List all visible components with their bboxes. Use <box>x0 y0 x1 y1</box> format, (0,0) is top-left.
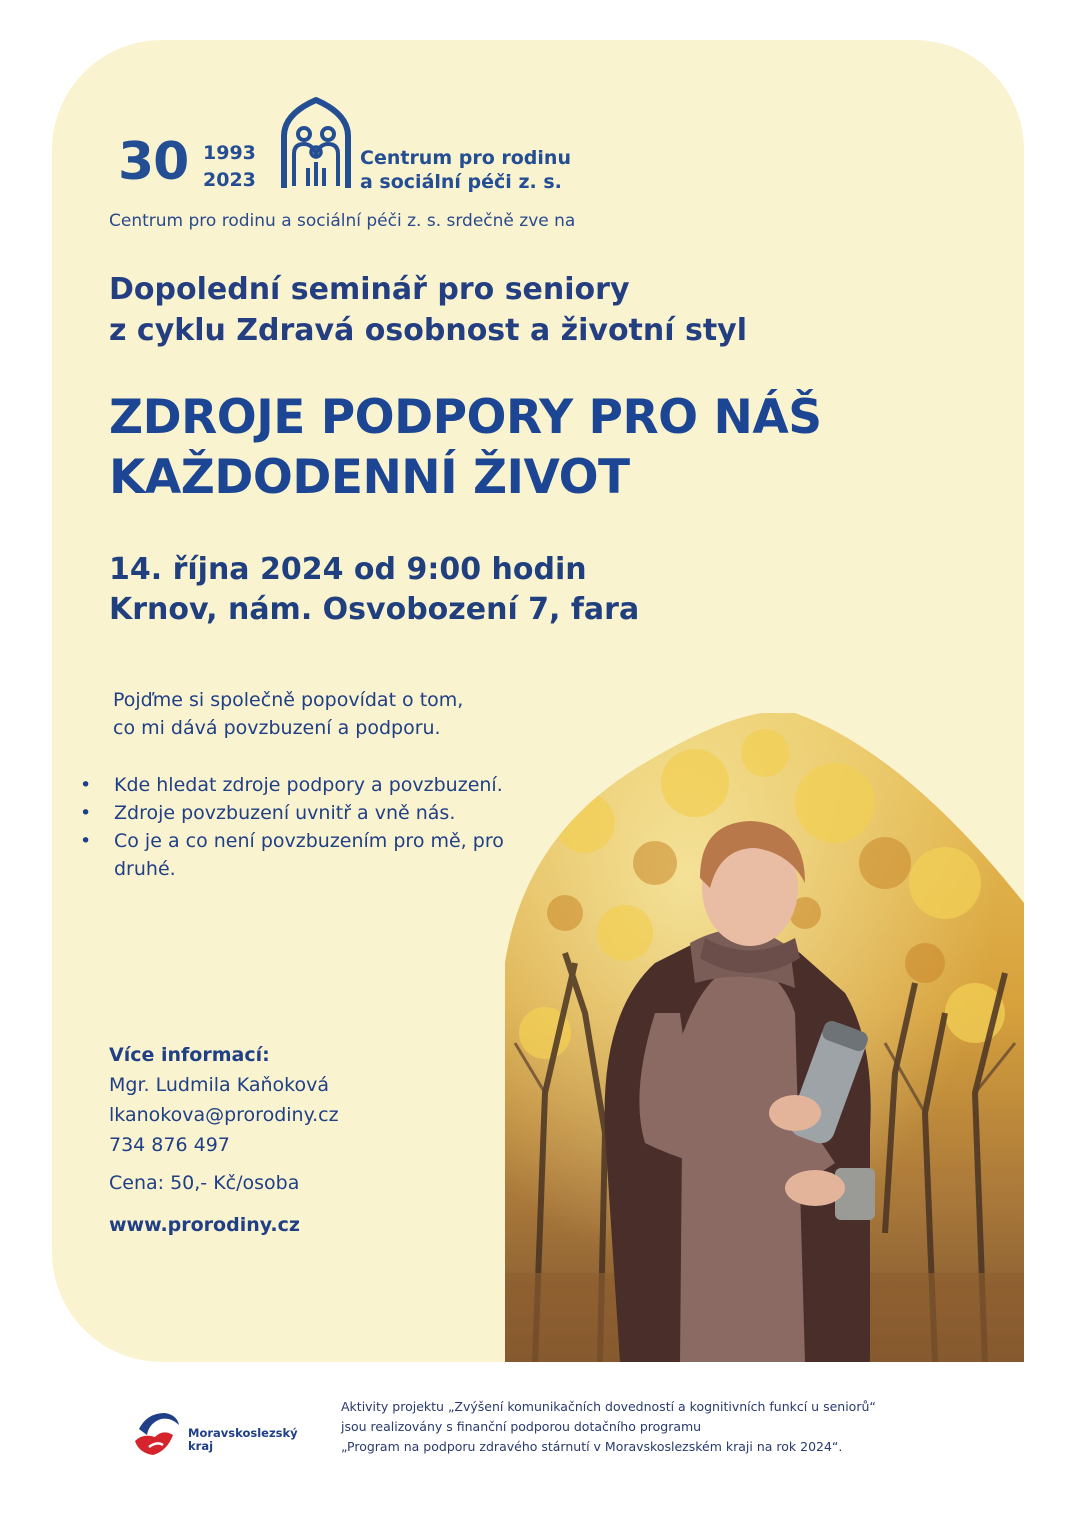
contact-label: Více informací: <box>109 1044 270 1066</box>
topic-item: • Kde hledat zdroje podpory a povzbuzení. <box>80 771 584 799</box>
subtitle-line-1: Dopolední seminář pro seniory <box>109 272 630 307</box>
family-arch-icon <box>278 96 354 190</box>
region-name <box>188 1427 298 1453</box>
event-date: 14. října 2024 od 9:00 hodin <box>109 552 587 587</box>
contact-info <box>109 1040 339 1240</box>
org-line-2: a sociální péči z. s. <box>360 171 562 193</box>
funding-note <box>341 1397 876 1457</box>
event-place: Krnov, nám. Osvobození 7, fara <box>109 592 640 627</box>
pitch-line-1: Pojďme si společně popovídat o tom, <box>113 689 464 711</box>
invitation-intro: Centrum pro rodinu a sociální péči z. s. srdečně zve na <box>109 211 576 231</box>
autumn-forest-photo <box>505 713 1024 1362</box>
funding-line-2: jsou realizovány s finanční podporou dotačního programu <box>341 1419 702 1434</box>
anniversary-number: 30 <box>118 132 189 192</box>
region-line-1: Moravskoslezský <box>188 1426 298 1440</box>
seminar-subtitle <box>109 269 747 351</box>
year-end: 2023 <box>203 169 256 191</box>
pitch-line-2: co mi dává povzbuzení a podporu. <box>113 717 441 739</box>
contact-email[interactable]: lkanokova@prorodiny.cz <box>109 1104 339 1126</box>
organization-name <box>360 146 571 194</box>
region-line-2: kraj <box>188 1439 214 1453</box>
event-when-where <box>109 550 639 630</box>
seminar-title <box>109 388 822 508</box>
funding-line-1: Aktivity projektu „Zvýšení komunikačních dovedností a kognitivních funkcí u seniorů“ <box>341 1399 876 1414</box>
org-line-1: Centrum pro rodinu <box>360 147 571 169</box>
year-start: 1993 <box>203 142 256 164</box>
website-link[interactable]: www.prorodiny.cz <box>109 1214 300 1236</box>
funding-line-3: „Program na podporu zdravého stárnutí v Moravskoslezském kraji na rok 2024“. <box>341 1439 843 1454</box>
moravskoslezsky-kraj-logo-icon <box>133 1407 181 1457</box>
title-line-1: ZDROJE PODPORY PRO NÁŠ <box>109 390 822 445</box>
topic-item: • Co je a co není povzbuzením pro mě, pro druhé. <box>80 827 514 883</box>
contact-phone[interactable]: 734 876 497 <box>109 1134 230 1156</box>
anniversary-years <box>203 140 256 194</box>
seminar-pitch <box>113 686 463 742</box>
subtitle-line-2: z cyklu Zdravá osobnost a životní styl <box>109 313 748 348</box>
event-price: Cena: 50,- Kč/osoba <box>109 1172 300 1194</box>
contact-name: Mgr. Ludmila Kaňoková <box>109 1074 329 1096</box>
title-line-2: KAŽDODENNÍ ŽIVOT <box>109 450 630 505</box>
topic-item: • Zdroje povzbuzení uvnitř a vně nás. <box>80 799 584 827</box>
